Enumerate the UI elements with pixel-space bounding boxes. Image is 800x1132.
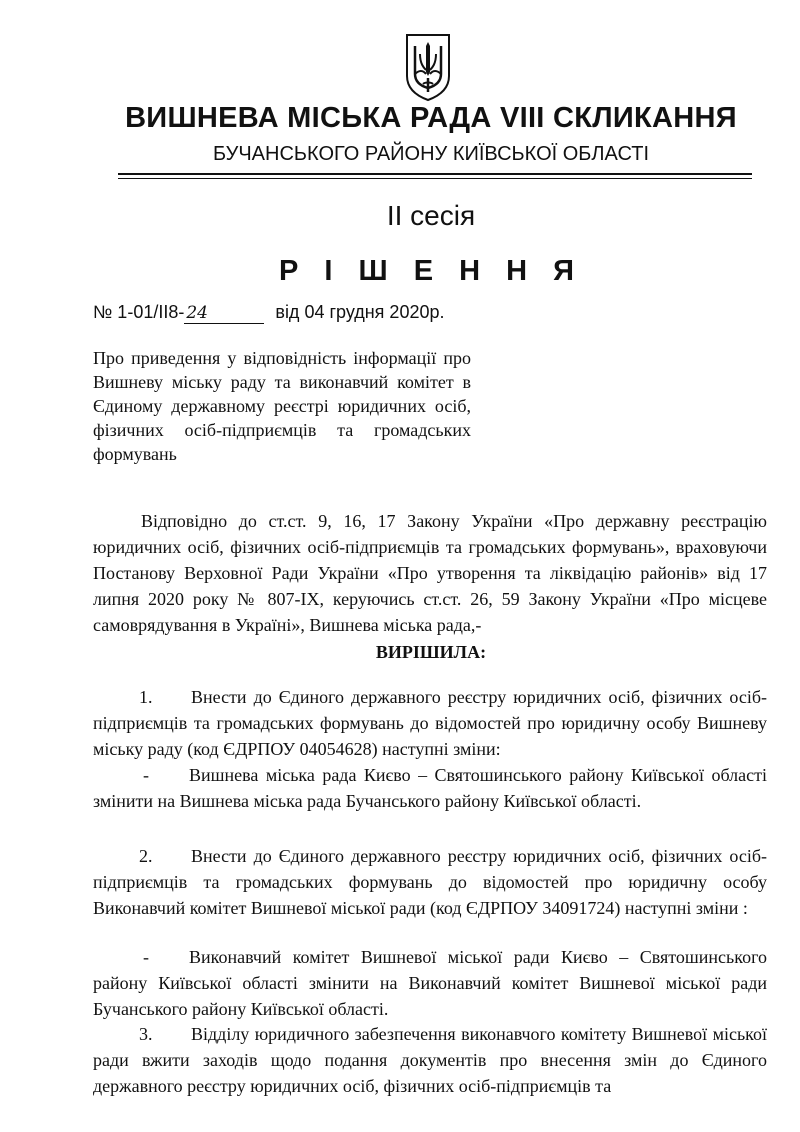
item-3 — [93, 1021, 767, 1099]
item-2-subitem — [93, 944, 767, 1022]
intro-paragraph — [93, 508, 767, 638]
item-2-dash: - — [143, 947, 149, 967]
item-2-number: 2. — [139, 846, 153, 866]
intro-text: Відповідно до ст.ст. 9, 16, 17 Закону України «Про державну реєстрацію юридичних осіб, фізичних осіб-підприємців та громадських формувань», враховуючи Постанову Верховної Ради України «Про утворення та ліквідацію районів» від 17 липня 2020 року № 807-IX, керуючись ст.ст. 26, 59 Закону України «Про місцеве самоврядування в Україні», Вишнева міська рада,- — [93, 511, 767, 635]
document-type-title: Р І Ш Е Н Н Я — [279, 255, 583, 287]
coat-of-arms-icon — [403, 32, 453, 102]
item-3-number: 3. — [139, 1024, 153, 1044]
item-1-text: Внести до Єдиного державного реєстру юридичних осіб, фізичних осіб-підприємців та громадських формувань до відомостей про юридичну особу Вишневу міську раду (код ЄДРПОУ 04054628) наступні зміни: — [93, 687, 767, 759]
item-1-number: 1. — [139, 687, 153, 707]
council-name: ВИШНЕВА МІСЬКА РАДА VIII СКЛИКАННЯ — [125, 102, 737, 134]
header-rule-thick — [118, 173, 752, 175]
district-name: БУЧАНСЬКОГО РАЙОНУ КИЇВСЬКОЇ ОБЛАСТІ — [212, 143, 649, 165]
item-2 — [93, 843, 767, 921]
header-rule-thin — [118, 178, 752, 179]
item-1-subitem — [93, 762, 767, 814]
decision-number-prefix: № 1-01/ІІ8- — [93, 302, 185, 322]
resolved-heading: ВИРІШИЛА: — [375, 642, 487, 662]
item-1 — [93, 684, 767, 762]
item-2-subitem-text: Виконавчий комітет Вишневої міської ради Києво – Святошинського району Київської області змінити на Виконавчий комітет Вишневої міської ради Бучанського району Київської області. — [93, 947, 767, 1019]
decision-subject: Про приведення у відповідність інформації про Вишневу міську раду та виконавчий комітет в Єдиному державному реєстрі юридичних осіб, фізичних осіб-підприємців та громадських формувань — [93, 348, 471, 464]
item-3-text: Відділу юридичного забезпечення виконавчого комітету Вишневої міської ради вжити заходів щодо подання документів про внесення змін до Єдиного державного реєстру юридичних осіб, фізичних осіб-підприємців та — [93, 1024, 767, 1096]
session-label: ІІ сесія — [386, 200, 476, 231]
item-1-dash: - — [143, 765, 149, 785]
decision-number-line — [93, 302, 445, 324]
handwritten-number: 24 — [184, 303, 264, 324]
item-2-text: Внести до Єдиного державного реєстру юридичних осіб, фізичних осіб-підприємців та громадських формувань до відомостей про юридичну особу Виконавчий комітет Вишневої міської ради (код ЄДРПОУ 34091724) наступні зміни : — [93, 846, 767, 918]
decision-date: від 04 грудня 2020р. — [275, 302, 445, 322]
item-1-subitem-text: Вишнева міська рада Києво – Святошинського району Київської області змінити на Вишнева міська рада Бучанського району Київської області. — [93, 765, 767, 811]
